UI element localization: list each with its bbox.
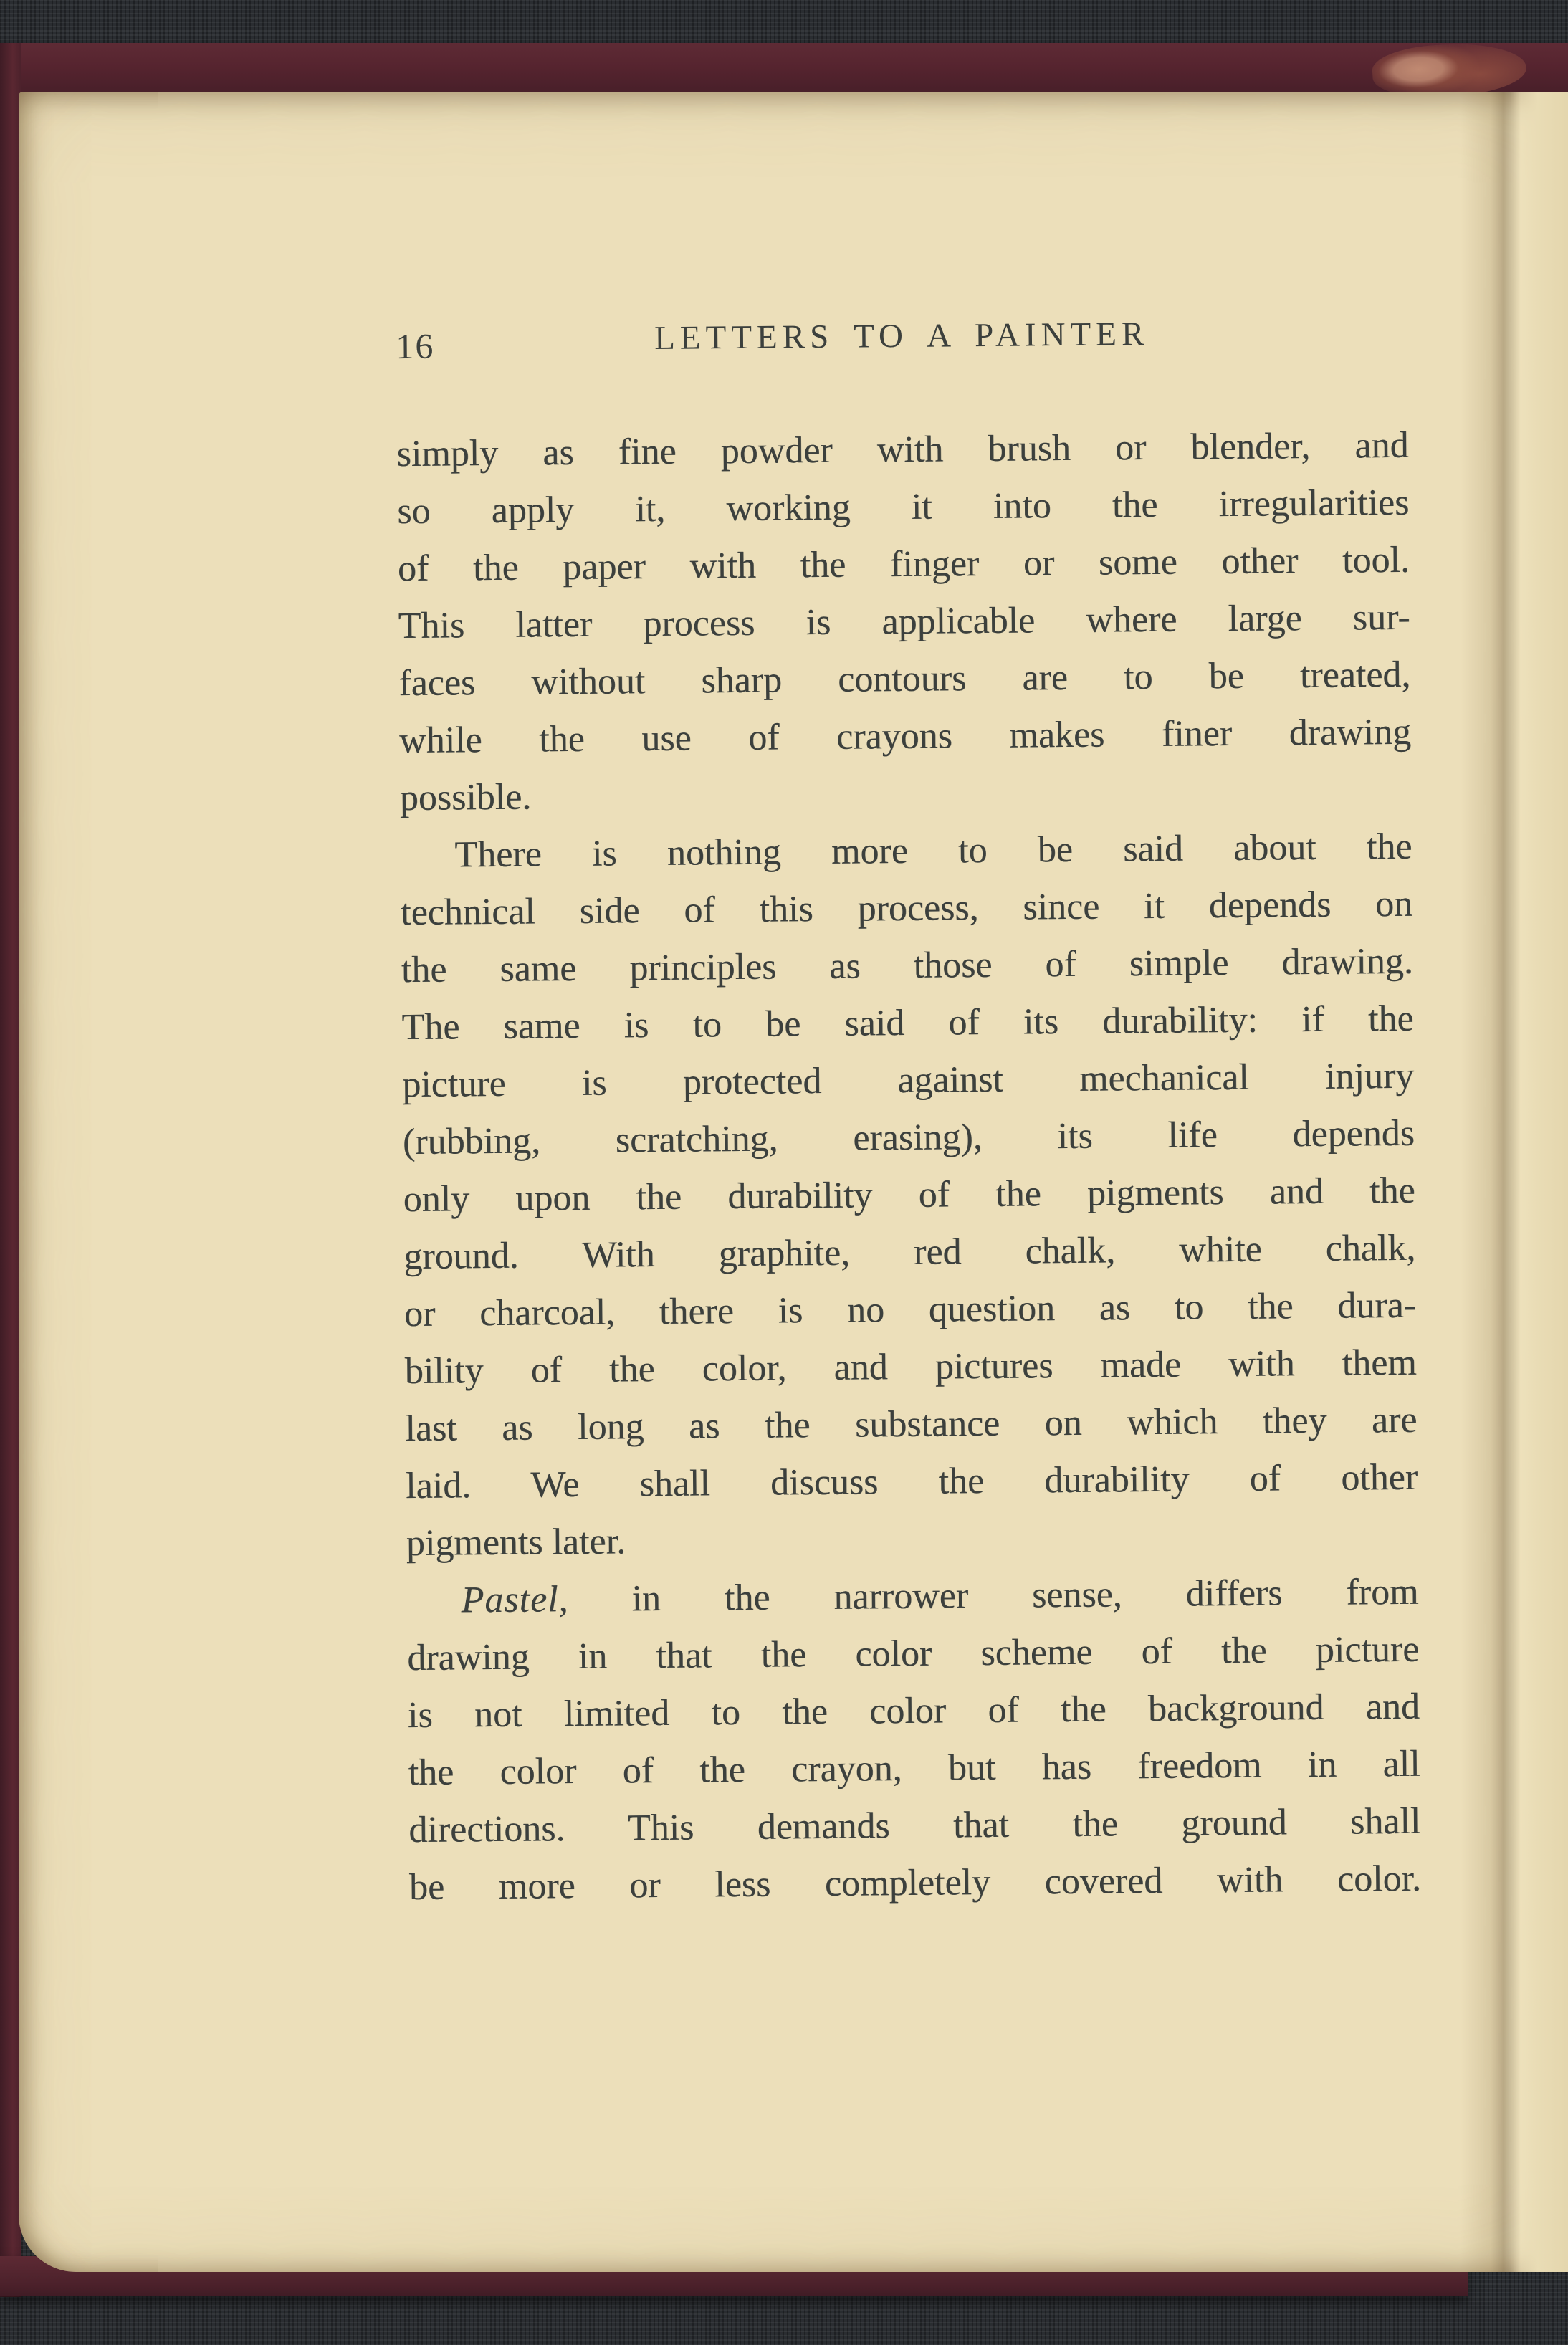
italic-term: Pastel — [461, 1579, 559, 1621]
text-line: simply as fine powder with brush or blender, and — [396, 424, 1409, 475]
page-edges-stack — [19, 92, 158, 2272]
text-line: only upon the durability of the pigments and the — [403, 1170, 1415, 1221]
text-line: laid. We shall discuss the durability of other — [405, 1456, 1418, 1507]
page-text — [396, 417, 1421, 1916]
text-line: the color of the crayon, but has freedom in all — [408, 1743, 1420, 1794]
text-line: be more or less completely covered with color. — [408, 1858, 1422, 1909]
page-number: 16 — [396, 325, 435, 367]
text-line: possible. — [399, 776, 532, 819]
text-line: picture is protected against mechanical injury — [402, 1055, 1415, 1106]
text-line: bility of the color, and pictures made with them — [404, 1342, 1418, 1393]
running-head: LETTERS TO A PAINTER — [654, 315, 1149, 358]
text-line: is not limited to the color of the background and — [407, 1686, 1420, 1737]
text-line: There is nothing more to be said about the — [454, 826, 1412, 876]
page-content — [396, 312, 1421, 1916]
text-line: the same principles as those of simple drawing. — [401, 940, 1414, 991]
text-line: of the paper with the finger or some other tool. — [397, 539, 1410, 590]
text-line: or charcoal, there is no question as to the dura- — [403, 1284, 1417, 1335]
text-line: so apply it, working it into the irregularities — [397, 482, 1410, 532]
text-line: drawing in that the color scheme of the picture — [407, 1628, 1420, 1679]
text-line: (rubbing, scratching, erasing), its life depends — [402, 1112, 1415, 1163]
text-line: This latter process is applicable where large sur- — [398, 596, 1410, 647]
book-cover-edge-top — [0, 43, 1568, 95]
text-line: pigments later. — [406, 1521, 626, 1565]
text-line: ground. With graphite, red chalk, white chalk, — [403, 1227, 1416, 1278]
text-line: Pastel, in the narrower sense, differs from — [461, 1571, 1419, 1621]
text-line: last as long as the substance on which they are — [405, 1399, 1418, 1450]
text-line: The same is to be said of its durability: if the — [401, 998, 1414, 1049]
text-line: faces without sharp contours are to be treated, — [398, 654, 1411, 705]
page-fold-edge — [1461, 92, 1568, 2272]
text-line: directions. This demands that the ground shall — [408, 1800, 1421, 1851]
page-header — [396, 312, 1408, 367]
text-line: while the use of crayons makes finer drawing — [398, 711, 1412, 762]
text-line: technical side of this process, since it depends on — [400, 883, 1413, 934]
